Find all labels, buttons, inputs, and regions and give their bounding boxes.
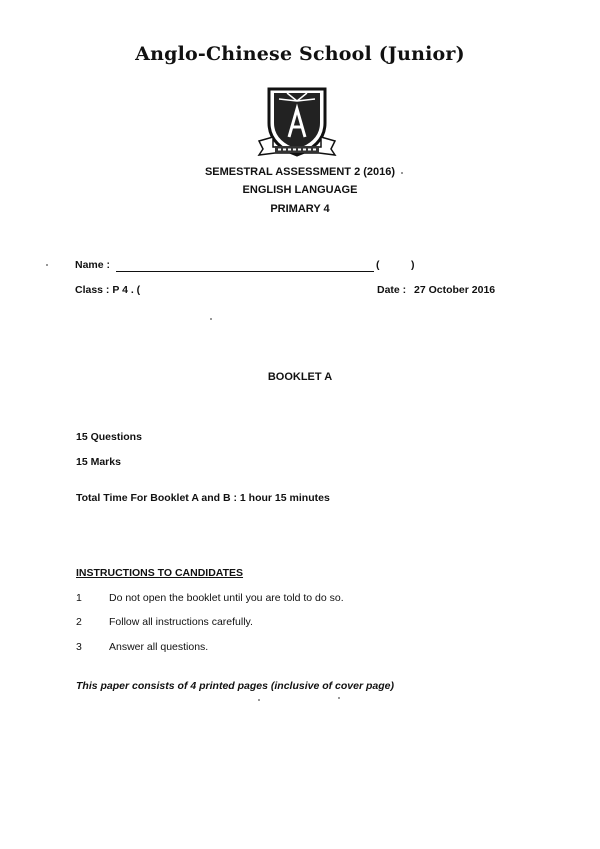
page-count-note: This paper consists of 4 printed pages (inclusive of cover page) <box>76 680 394 692</box>
date-value: 27 October 2016 <box>414 284 496 296</box>
name-blank-line <box>116 271 374 272</box>
scan-speck <box>258 699 260 701</box>
assessment-title: SEMESTRAL ASSESSMENT 2 (2016) <box>204 166 396 178</box>
scan-speck <box>401 172 403 174</box>
instruction-text: Follow all instructions carefully. <box>109 616 253 628</box>
scan-speck <box>210 318 212 320</box>
instruction-number: 3 <box>76 641 82 653</box>
subject-title: ENGLISH LANGUAGE <box>242 184 358 196</box>
school-crest-logo <box>257 83 337 161</box>
instruction-number: 1 <box>76 592 82 604</box>
question-count: 15 Questions <box>76 431 142 443</box>
scan-speck <box>338 697 340 699</box>
total-time: Total Time For Booklet A and B : 1 hour 15 minutes <box>76 492 330 504</box>
index-open-paren: ( <box>376 259 380 271</box>
mark-count: 15 Marks <box>76 456 121 468</box>
name-label: Name : <box>75 259 111 271</box>
index-close-paren: ) <box>411 259 415 271</box>
level-title: PRIMARY 4 <box>270 203 330 215</box>
instructions-heading: INSTRUCTIONS TO CANDIDATES <box>76 567 244 579</box>
school-name: Anglo-Chinese School (Junior) <box>135 43 465 65</box>
class-label: Class : P 4 . ( <box>75 284 141 296</box>
instruction-number: 2 <box>76 616 82 628</box>
instruction-text: Do not open the booklet until you are told to do so. <box>109 592 344 604</box>
date-label: Date : <box>377 284 407 296</box>
instruction-text: Answer all questions. <box>109 641 209 653</box>
scan-speck <box>46 264 48 266</box>
booklet-title: BOOKLET A <box>267 371 333 383</box>
